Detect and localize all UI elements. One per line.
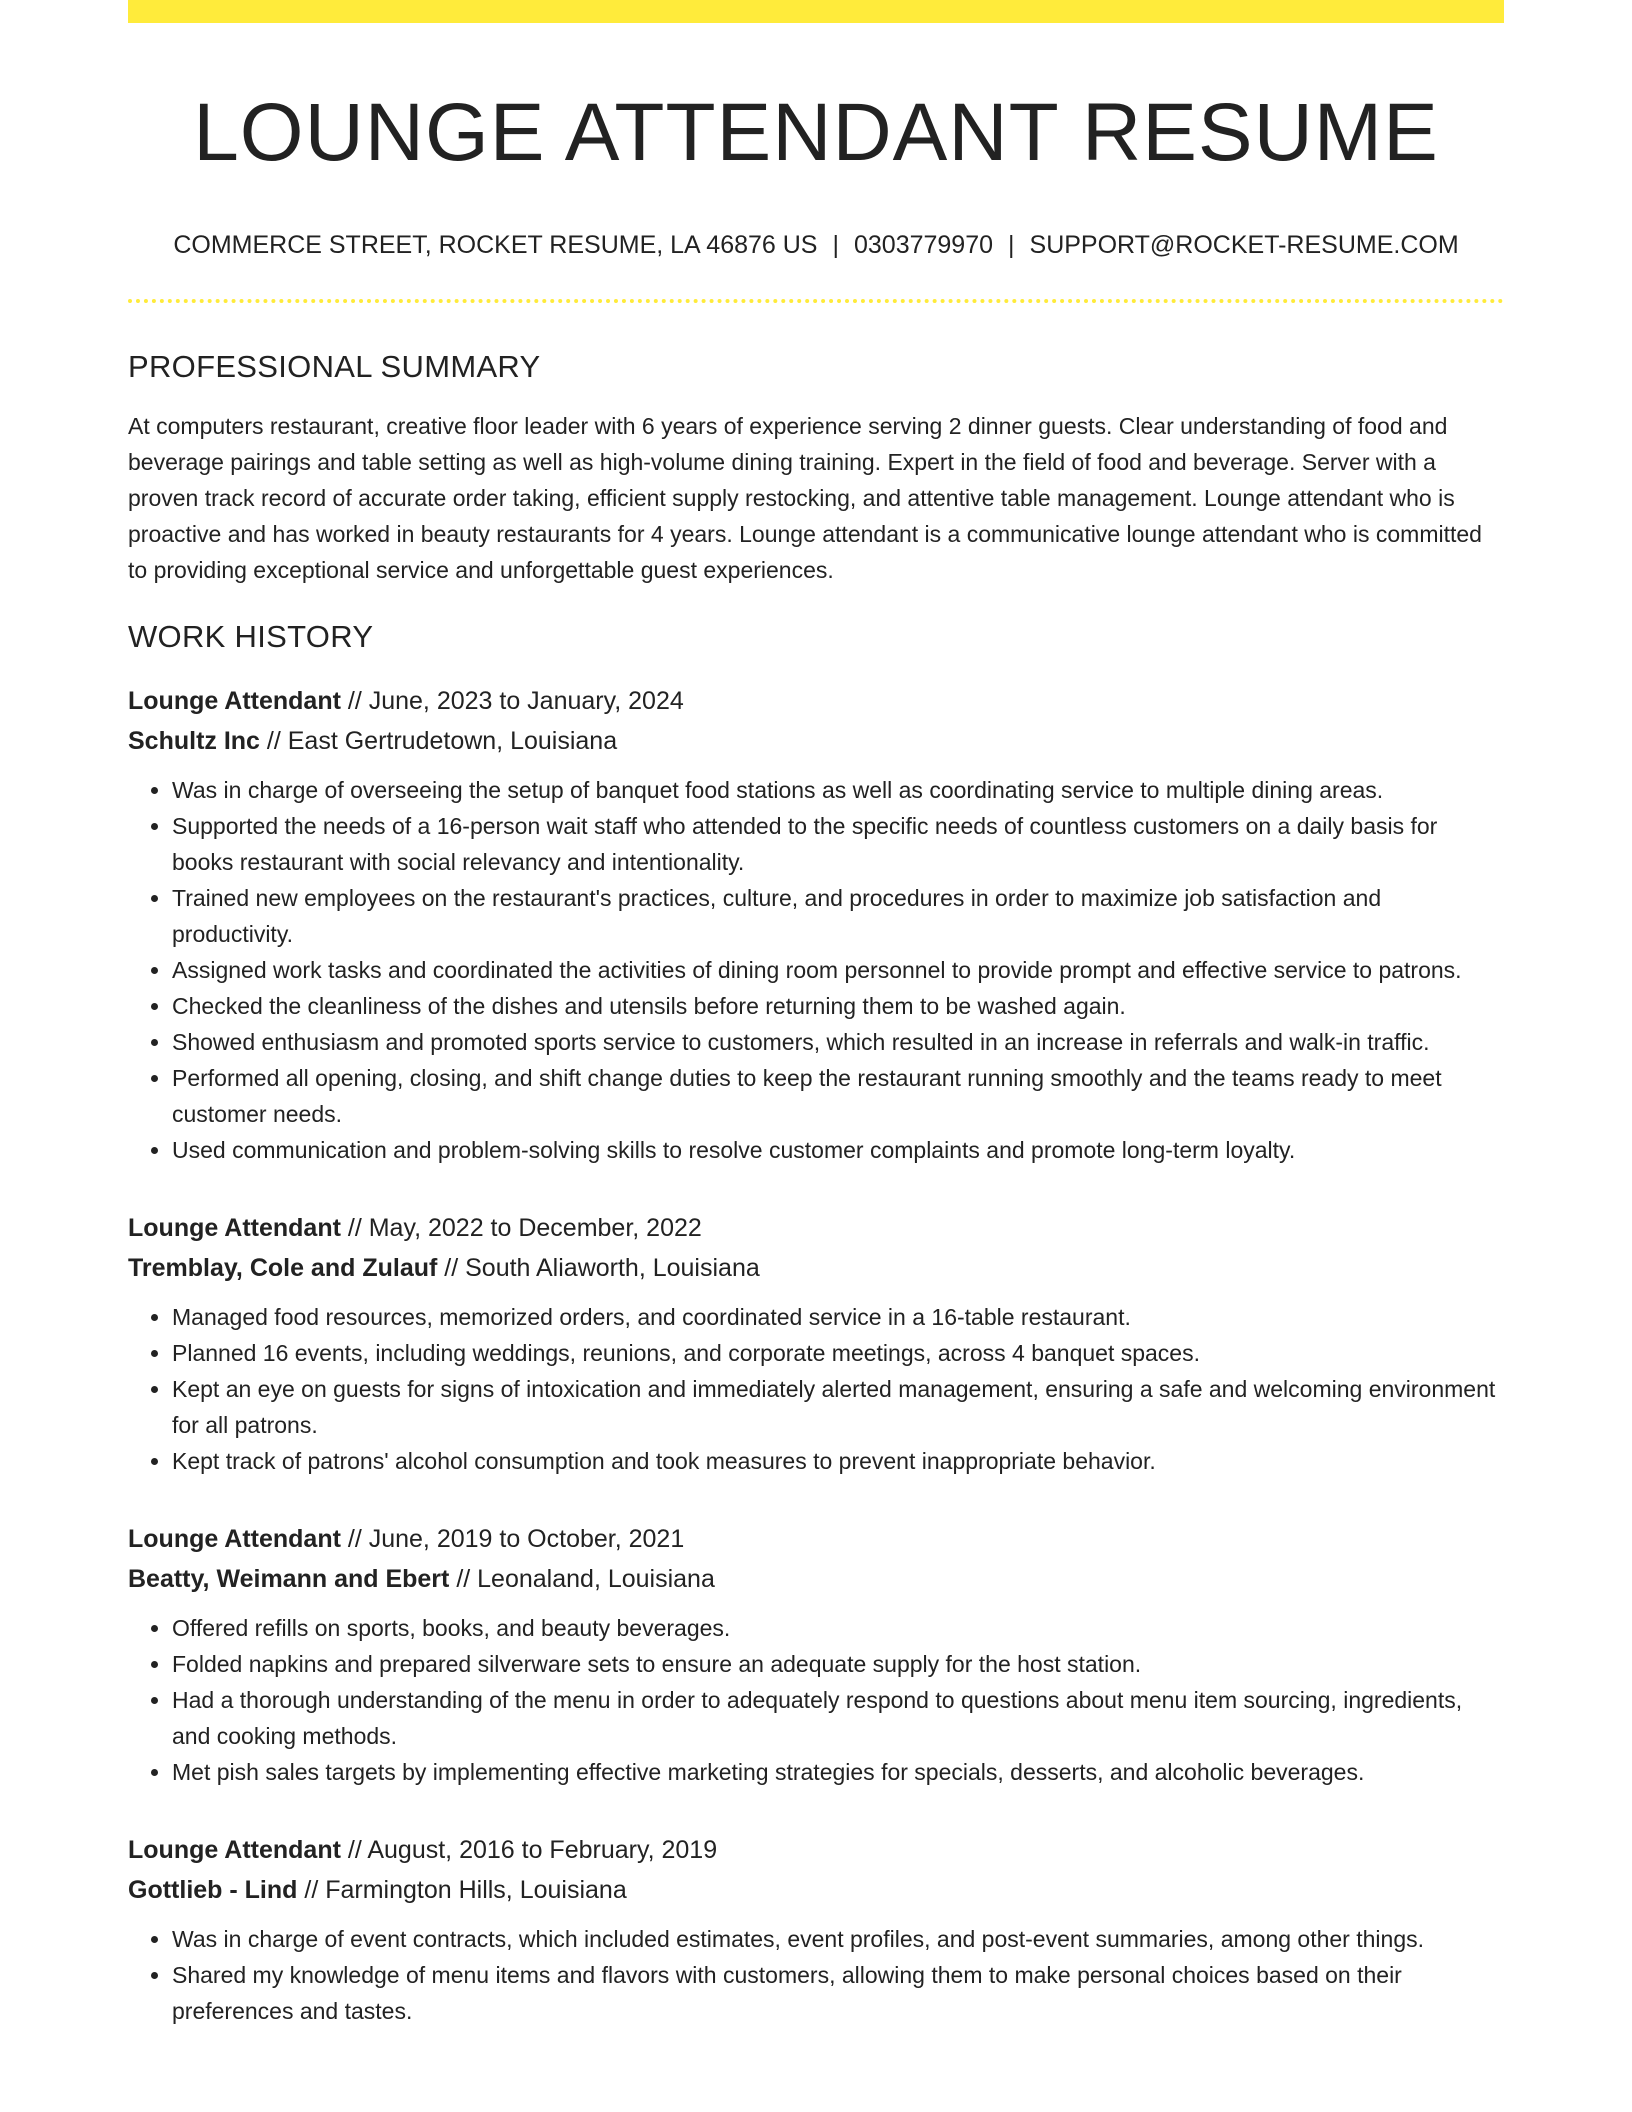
resume-title: LOUNGE ATTENDANT RESUME bbox=[193, 87, 1439, 178]
job-duty-item: • Checked the cleanliness of the dishes and utensils before returning them to be washed again. bbox=[172, 988, 1504, 1024]
summary-heading: PROFESSIONAL SUMMARY bbox=[128, 349, 541, 385]
job-location: // South Aliaworth, Louisiana bbox=[437, 1253, 760, 1282]
job-company: Gottlieb - Lind bbox=[128, 1875, 298, 1904]
job-company: Beatty, Weimann and Ebert bbox=[128, 1564, 450, 1593]
job-title-line bbox=[128, 1519, 1504, 1559]
job-location: // Leonaland, Louisiana bbox=[449, 1564, 715, 1593]
job-company: Tremblay, Cole and Zulauf bbox=[128, 1253, 438, 1282]
job-dates: // August, 2016 to February, 2019 bbox=[340, 1835, 718, 1864]
job-duty-item: • Planned 16 events, including weddings, reunions, and corporate meetings, across 4 banquet spaces. bbox=[172, 1335, 1504, 1371]
job-title-line bbox=[128, 681, 1504, 721]
contact-info bbox=[128, 230, 1504, 260]
resume-page bbox=[128, 0, 1504, 2029]
job-duty-item: • Assigned work tasks and coordinated the activities of dining room personnel to provide prompt and effective service to patrons. bbox=[172, 952, 1504, 988]
job-duties-list bbox=[128, 1299, 1504, 1479]
job-company-line bbox=[128, 1559, 1504, 1599]
job-duty-item: • Folded napkins and prepared silverware sets to ensure an adequate supply for the host station. bbox=[172, 1646, 1504, 1682]
job-entry bbox=[128, 681, 1504, 1168]
job-duty-item: • Kept track of patrons' alcohol consumption and took measures to prevent inappropriate behavior. bbox=[172, 1443, 1504, 1479]
job-company-line bbox=[128, 1248, 1504, 1288]
job-company-line bbox=[128, 721, 1504, 761]
contact-separator: | bbox=[1008, 231, 1015, 260]
job-duty-item: • Offered refills on sports, books, and beauty beverages. bbox=[172, 1610, 1504, 1646]
job-dates: // June, 2023 to January, 2024 bbox=[340, 686, 684, 715]
job-duties-list bbox=[128, 772, 1504, 1168]
accent-bar bbox=[128, 0, 1504, 23]
work-history-heading: WORK HISTORY bbox=[128, 618, 374, 654]
job-title: Lounge Attendant bbox=[128, 1213, 341, 1242]
header-divider bbox=[128, 299, 1504, 303]
job-duty-item: • Met pish sales targets by implementing effective marketing strategies for specials, desserts, and alcoholic beverages. bbox=[172, 1754, 1504, 1790]
job-dates: // May, 2022 to December, 2022 bbox=[340, 1213, 702, 1242]
job-title-line bbox=[128, 1208, 1504, 1248]
contact-separator: | bbox=[832, 231, 839, 260]
job-dates: // June, 2019 to October, 2021 bbox=[340, 1524, 685, 1553]
job-entry bbox=[128, 1830, 1504, 2029]
job-company-line bbox=[128, 1870, 1504, 1910]
job-duty-item: • Managed food resources, memorized orders, and coordinated service in a 16-table restaurant. bbox=[172, 1299, 1504, 1335]
job-duty-item: • Shared my knowledge of menu items and flavors with customers, allowing them to make personal choices based on their preferences and tastes. bbox=[172, 1957, 1504, 2029]
work-history-list bbox=[128, 681, 1504, 2029]
job-duty-item: • Was in charge of overseeing the setup of banquet food stations as well as coordinating service to multiple dining areas. bbox=[172, 772, 1504, 808]
job-duty-item: • Performed all opening, closing, and shift change duties to keep the restaurant running smoothly and the teams ready to meet customer needs. bbox=[172, 1060, 1504, 1132]
job-title: Lounge Attendant bbox=[128, 686, 341, 715]
job-title: Lounge Attendant bbox=[128, 1835, 341, 1864]
job-title: Lounge Attendant bbox=[128, 1524, 341, 1553]
contact-phone[interactable]: 0303779970 bbox=[853, 231, 994, 260]
contact-email[interactable]: SUPPORT@ROCKET-RESUME.COM bbox=[1029, 231, 1459, 260]
job-duties-list bbox=[128, 1610, 1504, 1790]
job-entry bbox=[128, 1519, 1504, 1790]
job-duty-item: • Trained new employees on the restaurant's practices, culture, and procedures in order to maximize job satisfaction and productivity. bbox=[172, 880, 1504, 952]
job-duty-item: • Used communication and problem-solving skills to resolve customer complaints and promote long-term loyalty. bbox=[172, 1132, 1504, 1168]
job-duties-list bbox=[128, 1921, 1504, 2029]
job-duty-item: • Kept an eye on guests for signs of intoxication and immediately alerted management, ensuring a safe and welcoming environment for all patrons. bbox=[172, 1371, 1504, 1443]
job-location: // East Gertrudetown, Louisiana bbox=[259, 726, 618, 755]
contact-address: COMMERCE STREET, ROCKET RESUME, LA 46876 US bbox=[173, 231, 818, 260]
job-location: // Farmington Hills, Louisiana bbox=[297, 1875, 627, 1904]
job-duty-item: • Supported the needs of a 16-person wait staff who attended to the specific needs of countless customers on a daily basis for books restaurant with social relevancy and intentionality. bbox=[172, 808, 1504, 880]
job-duty-item: • Was in charge of event contracts, which included estimates, event profiles, and post-event summaries, among other things. bbox=[172, 1921, 1504, 1957]
summary-text: At computers restaurant, creative floor leader with 6 years of experience serving 2 dinner guests. Clear understanding of food and beverage pairings and table setting as well as high-volume dining training. Expert in the field of food and beverage. Server with a proven track record of accurate order taking, efficient supply restocking, and attentive table management. Lounge attendant who is proactive and has worked in beauty restaurants for 4 years. Lounge attendant is a communicative lounge attendant who is committed to providing exceptional service and unforgettable guest experiences. bbox=[128, 412, 1482, 583]
job-company: Schultz Inc bbox=[128, 726, 260, 755]
job-title-line bbox=[128, 1830, 1504, 1870]
job-entry bbox=[128, 1208, 1504, 1479]
job-duty-item: • Had a thorough understanding of the menu in order to adequately respond to questions about menu item sourcing, ingredients, and cooking methods. bbox=[172, 1682, 1504, 1754]
job-duty-item: • Showed enthusiasm and promoted sports service to customers, which resulted in an increase in referrals and walk-in traffic. bbox=[172, 1024, 1504, 1060]
